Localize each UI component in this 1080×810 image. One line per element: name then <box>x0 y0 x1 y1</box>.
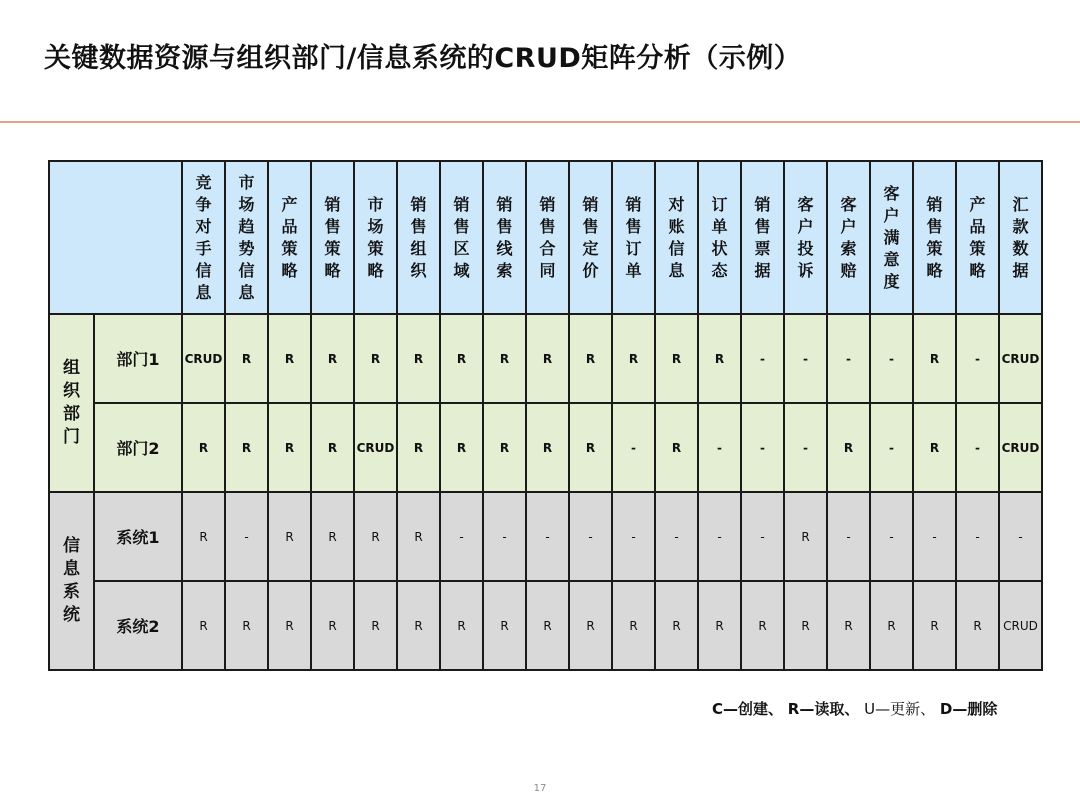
resource-header-label: 市场趋势信息 <box>238 172 255 302</box>
resource-header <box>354 161 397 314</box>
crud-cell: R <box>397 314 440 403</box>
crud-cell: R <box>311 492 354 581</box>
crud-cell: - <box>612 403 655 492</box>
resource-header-label: 产品策略 <box>281 194 298 280</box>
crud-cell: R <box>913 403 956 492</box>
resource-header <box>784 161 827 314</box>
page-title: 关键数据资源与组织部门/信息系统的CRUD矩阵分析（示例） <box>44 43 802 74</box>
crud-cell: R <box>354 492 397 581</box>
group-label <box>49 492 94 670</box>
crud-cell: R <box>483 314 526 403</box>
crud-cell: - <box>612 492 655 581</box>
crud-cell: - <box>913 492 956 581</box>
crud-cell: CRUD <box>999 314 1042 403</box>
legend-read: R—读取、 <box>787 700 860 718</box>
crud-cell: - <box>526 492 569 581</box>
crud-cell: - <box>741 492 784 581</box>
crud-cell: R <box>956 581 999 670</box>
resource-header-label: 汇款数据 <box>1012 194 1029 280</box>
title-divider <box>0 121 1080 123</box>
crud-cell: R <box>268 314 311 403</box>
resource-header-label: 客户投诉 <box>797 194 814 280</box>
crud-cell: R <box>311 314 354 403</box>
crud-cell: R <box>483 403 526 492</box>
crud-cell: - <box>655 492 698 581</box>
crud-cell: R <box>311 581 354 670</box>
crud-cell: R <box>913 581 956 670</box>
resource-header-label: 市场策略 <box>367 194 384 280</box>
crud-cell: CRUD <box>999 403 1042 492</box>
resource-header-label: 对账信息 <box>668 194 685 280</box>
crud-cell: R <box>569 314 612 403</box>
crud-cell: - <box>827 492 870 581</box>
crud-cell: - <box>870 314 913 403</box>
crud-cell: R <box>440 314 483 403</box>
resource-header <box>268 161 311 314</box>
resource-header-label: 销售组织 <box>410 194 427 280</box>
crud-cell: R <box>655 581 698 670</box>
resource-header-label: 客户索赔 <box>840 194 857 280</box>
crud-cell: - <box>999 492 1042 581</box>
crud-cell: R <box>569 581 612 670</box>
legend <box>712 698 997 719</box>
resource-header <box>225 161 268 314</box>
table-row <box>49 314 1042 403</box>
resource-header <box>526 161 569 314</box>
resource-header-label: 销售区域 <box>453 194 470 280</box>
crud-cell: R <box>526 581 569 670</box>
crud-cell: CRUD <box>999 581 1042 670</box>
row-label: 部门2 <box>94 403 182 492</box>
resource-header <box>612 161 655 314</box>
resource-header <box>741 161 784 314</box>
resource-header <box>311 161 354 314</box>
crud-cell: - <box>698 492 741 581</box>
crud-cell: - <box>956 403 999 492</box>
crud-cell: - <box>827 314 870 403</box>
resource-header <box>182 161 225 314</box>
crud-cell: R <box>698 314 741 403</box>
crud-cell: R <box>268 492 311 581</box>
resource-header-label: 销售定价 <box>582 194 599 280</box>
crud-cell: - <box>784 403 827 492</box>
resource-header <box>440 161 483 314</box>
resource-header <box>655 161 698 314</box>
crud-cell: R <box>397 403 440 492</box>
crud-cell: - <box>784 314 827 403</box>
resource-header <box>483 161 526 314</box>
table-row <box>49 492 1042 581</box>
crud-cell: - <box>569 492 612 581</box>
crud-cell: - <box>741 314 784 403</box>
crud-cell: R <box>483 581 526 670</box>
resource-header-label: 竞争对手信息 <box>195 172 212 302</box>
crud-cell: - <box>698 403 741 492</box>
crud-cell: R <box>354 581 397 670</box>
crud-cell: R <box>440 403 483 492</box>
crud-cell: R <box>655 314 698 403</box>
page-number: 17 <box>533 783 547 794</box>
legend-delete: D—删除 <box>939 700 998 718</box>
resource-header <box>999 161 1042 314</box>
legend-create: C—创建、 <box>712 700 784 718</box>
crud-cell: R <box>225 403 268 492</box>
row-label: 系统1 <box>94 492 182 581</box>
group-label-text: 组织部门 <box>63 358 80 447</box>
resource-header-label: 销售合同 <box>539 194 556 280</box>
resource-header-label: 销售票据 <box>754 194 771 280</box>
resource-header <box>827 161 870 314</box>
crud-cell: R <box>870 581 913 670</box>
crud-cell: R <box>698 581 741 670</box>
resource-header <box>397 161 440 314</box>
resource-header <box>569 161 612 314</box>
crud-cell: R <box>397 492 440 581</box>
crud-cell: R <box>827 581 870 670</box>
crud-cell: R <box>182 581 225 670</box>
table-row <box>49 403 1042 492</box>
corner-cell <box>49 161 182 314</box>
crud-cell: - <box>870 403 913 492</box>
crud-cell: R <box>655 403 698 492</box>
resource-header-label: 销售策略 <box>926 194 943 280</box>
crud-cell: R <box>569 403 612 492</box>
crud-cell: R <box>397 581 440 670</box>
resource-header-label: 订单状态 <box>711 194 728 280</box>
crud-cell: R <box>311 403 354 492</box>
resource-header-label: 销售订单 <box>625 194 642 280</box>
matrix-body <box>49 314 1042 670</box>
crud-cell: R <box>225 314 268 403</box>
crud-cell: R <box>741 581 784 670</box>
crud-cell: R <box>526 314 569 403</box>
crud-cell: R <box>784 581 827 670</box>
resource-header <box>698 161 741 314</box>
table-row <box>49 581 1042 670</box>
resource-header-label: 产品策略 <box>969 194 986 280</box>
crud-cell: R <box>182 403 225 492</box>
crud-cell: - <box>440 492 483 581</box>
crud-cell: R <box>182 492 225 581</box>
crud-cell: R <box>612 581 655 670</box>
row-label: 系统2 <box>94 581 182 670</box>
crud-cell: - <box>741 403 784 492</box>
crud-cell: R <box>526 403 569 492</box>
crud-cell: R <box>612 314 655 403</box>
crud-cell: - <box>956 314 999 403</box>
crud-cell: - <box>870 492 913 581</box>
resource-header-label: 销售策略 <box>324 194 341 280</box>
group-label-text: 信息系统 <box>63 536 80 625</box>
crud-cell: - <box>483 492 526 581</box>
resource-header <box>956 161 999 314</box>
crud-cell: R <box>268 581 311 670</box>
crud-cell: R <box>440 581 483 670</box>
header-row <box>49 161 1042 314</box>
crud-cell: R <box>827 403 870 492</box>
group-label <box>49 314 94 492</box>
resource-header-label: 客户满意度 <box>883 183 900 291</box>
crud-cell: CRUD <box>354 403 397 492</box>
row-label: 部门1 <box>94 314 182 403</box>
crud-cell: R <box>354 314 397 403</box>
resource-header <box>870 161 913 314</box>
crud-cell: - <box>225 492 268 581</box>
crud-cell: - <box>956 492 999 581</box>
resource-header <box>913 161 956 314</box>
crud-cell: R <box>913 314 956 403</box>
resource-header-label: 销售线索 <box>496 194 513 280</box>
crud-cell: R <box>268 403 311 492</box>
crud-matrix-table <box>48 160 1043 671</box>
crud-cell: R <box>225 581 268 670</box>
legend-update: U—更新、 <box>864 700 936 718</box>
crud-cell: CRUD <box>182 314 225 403</box>
crud-cell: R <box>784 492 827 581</box>
